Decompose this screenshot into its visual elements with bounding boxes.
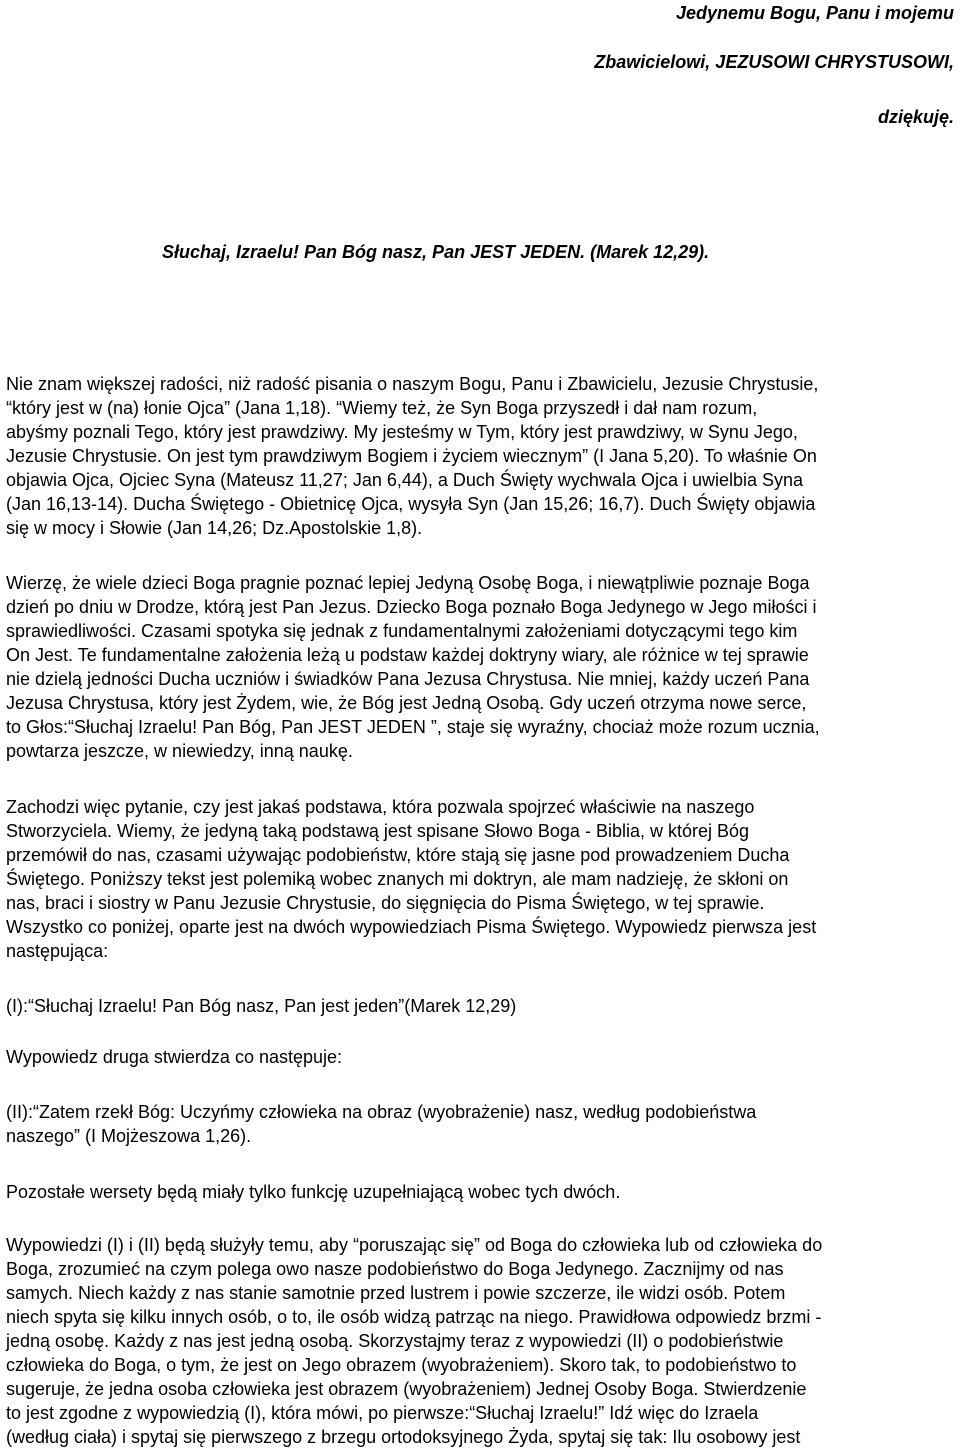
text-line: Jezusie Chrystusie. On jest tym prawdziwym Bogiem i życiem wiecznym” (I Jana 5,20). To właśnie On: [6, 446, 817, 466]
text-line: przemówił do nas, czasami używając podobieństw, które stają się jasne pod prowadzeniem Ducha: [6, 845, 790, 865]
dedication-line-2: Zbawicielowi, JEZUSOWI CHRYSTUSOWI,: [594, 52, 954, 72]
dedication-line-1: Jedynemu Bogu, Panu i mojemu: [675, 3, 954, 23]
text-line: Zachodzi więc pytanie, czy jest jakaś podstawa, która pozwala spojrzeć właściwie na naszego: [6, 797, 755, 817]
text-line: Świętego. Poniższy tekst jest polemiką wobec znanych mi doktryn, ale mam nadzieję, że skłoni on: [6, 869, 789, 889]
text-line: niech spyta się kilku innych osób, o to, ile osób widzą patrząc na niego. Prawidłowa odpowiedz brzmi -: [6, 1307, 822, 1327]
text-line: (według ciała) i spytaj się pierwszego z brzegu ortodoksyjnego Żyda, spytaj się tak: Ilu osobowy jest: [6, 1427, 801, 1447]
text-line: się w mocy i Słowie (Jan 14,26; Dz.Apostolskie 1,8).: [6, 518, 423, 538]
text-line: dzień po dniu w Drodze, którą jest Pan Jezus. Dziecko Boga poznało Boga Jedynego w Jego miłości i: [6, 597, 817, 617]
text-line: samych. Niech każdy z nas stanie samotnie przed lustrem i powie szczerze, ile widzi osób. Potem: [6, 1283, 786, 1303]
text-line: to Głos:“Słuchaj Izraelu! Pan Bóg, Pan JEST JEDEN ”, staje się wyraźny, chociaż może rozum ucznia,: [6, 717, 820, 737]
text-line: Wszystko co poniżej, oparte jest na dwóch wypowiedziach Pisma Świętego. Wypowiedz pierwsza jest: [6, 917, 817, 937]
text-line: Jezusa Chrystusa, który jest Żydem, wie, że Bóg jest Jedną Osobą. Gdy uczeń otrzyma nowe serce,: [6, 693, 807, 713]
text-line: nie dzielą jedności Ducha uczniów i świadków Pana Jezusa Chrystusa. Nie mniej, każdy uczeń Pana: [6, 669, 810, 689]
text-line: Boga, zrozumieć na czym polega owo nasze podobieństwo do Boga Jedynego. Zacznijmy od nas: [6, 1259, 784, 1279]
dedication-line-3: dziękuję.: [877, 107, 954, 127]
text-line: abyśmy poznali Tego, który jest prawdziwy. My jesteśmy w Tym, który jest prawdziwy, w Synu Jego,: [6, 422, 798, 442]
paragraph-1: [6, 372, 954, 540]
text-line: nas, braci i siostry w Panu Jezusie Chrystusie, do sięgnięcia do Pisma Świętego, w tej sprawie.: [6, 893, 765, 913]
text-line: (II):“Zatem rzekł Bóg: Uczyńmy człowieka na obraz (wyobrażenie) nasz, według podobieństwa: [6, 1102, 757, 1122]
paragraph-4: [6, 1045, 954, 1069]
text-line: sugeruje, że jedna osoba człowieka jest obrazem (wyobrażeniem) Jednej Osoby Boga. Stwierdzenie: [6, 1379, 807, 1399]
text-line: sprawiedliwości. Czasami spotyka się jednak z fundamentalnymi założeniami dotyczącymi tego kim: [6, 621, 798, 641]
text-line: człowieka do Boga, o tym, że jest on Jego obrazem (wyobrażeniem). Skoro tak, to podobieństwo to: [6, 1355, 797, 1375]
text-line: On Jest. Te fundamentalne założenia leżą u podstaw każdej doktryny wiary, ale różnice w tej sprawie: [6, 645, 809, 665]
text-line: jedną osobę. Każdy z nas jest jedną osobą. Skorzystajmy teraz z wypowiedzi (II) o podobieństwie: [6, 1331, 784, 1351]
text-line: (Jan 16,13-14). Ducha Świętego - Obietnicę Ojca, wysyła Syn (Jan 15,26; 16,7). Duch Święty objawia: [6, 494, 816, 514]
text-line: naszego” (I Mojżeszowa 1,26).: [6, 1126, 252, 1146]
paragraph-5: [6, 1180, 954, 1204]
text-line: (I):“Słuchaj Izraelu! Pan Bóg nasz, Pan jest jeden”(Marek 12,29): [6, 996, 517, 1016]
text-line: objawia Ojca, Ojciec Syna (Mateusz 11,27; Jan 6,44), a Duch Święty wychwala Ojca i uwielbia Syna: [6, 470, 804, 490]
verse-one: [6, 994, 954, 1018]
text-line: Stworzyciela. Wiemy, że jedyną taką podstawą jest spisane Słowo Boga - Biblia, w której Bóg: [6, 821, 750, 841]
paragraph-6: [6, 1233, 954, 1449]
text-line: powtarza jeszcze, w niewiedzy, inną naukę.: [6, 741, 353, 761]
paragraph-3: [6, 795, 954, 963]
text-line: “który jest w (na) łonie Ojca” (Jana 1,18). “Wiemy też, że Syn Boga przyszedł i dał nam rozum,: [6, 398, 758, 418]
text-line: następująca:: [6, 941, 109, 961]
text-line: Wierzę, że wiele dzieci Boga pragnie poznać lepiej Jedyną Osobę Boga, i niewątpliwie poznaje Boga: [6, 573, 810, 593]
paragraph-2: [6, 571, 954, 763]
text-line: to jest zgodne z wypowiedzią (I), która mówi, po pierwsze:“Słuchaj Izraelu!” Idź więc do Izraela: [6, 1403, 759, 1423]
verse-two: [6, 1100, 954, 1148]
text-line: Wypowiedzi (I) i (II) będą służyły temu, aby “poruszając się” od Boga do człowieka lub od człowieka do: [6, 1235, 823, 1255]
motto-heading: Słuchaj, Izraelu! Pan Bóg nasz, Pan JEST JEDEN. (Marek 12,29).: [162, 242, 710, 262]
text-line: Wypowiedz druga stwierdza co następuje:: [6, 1047, 343, 1067]
text-line: Nie znam większej radości, niż radość pisania o naszym Bogu, Panu i Zbawicielu, Jezusie Chrystusie,: [6, 374, 819, 394]
text-line: Pozostałe wersety będą miały tylko funkcję uzupełniającą wobec tych dwóch.: [6, 1182, 621, 1202]
